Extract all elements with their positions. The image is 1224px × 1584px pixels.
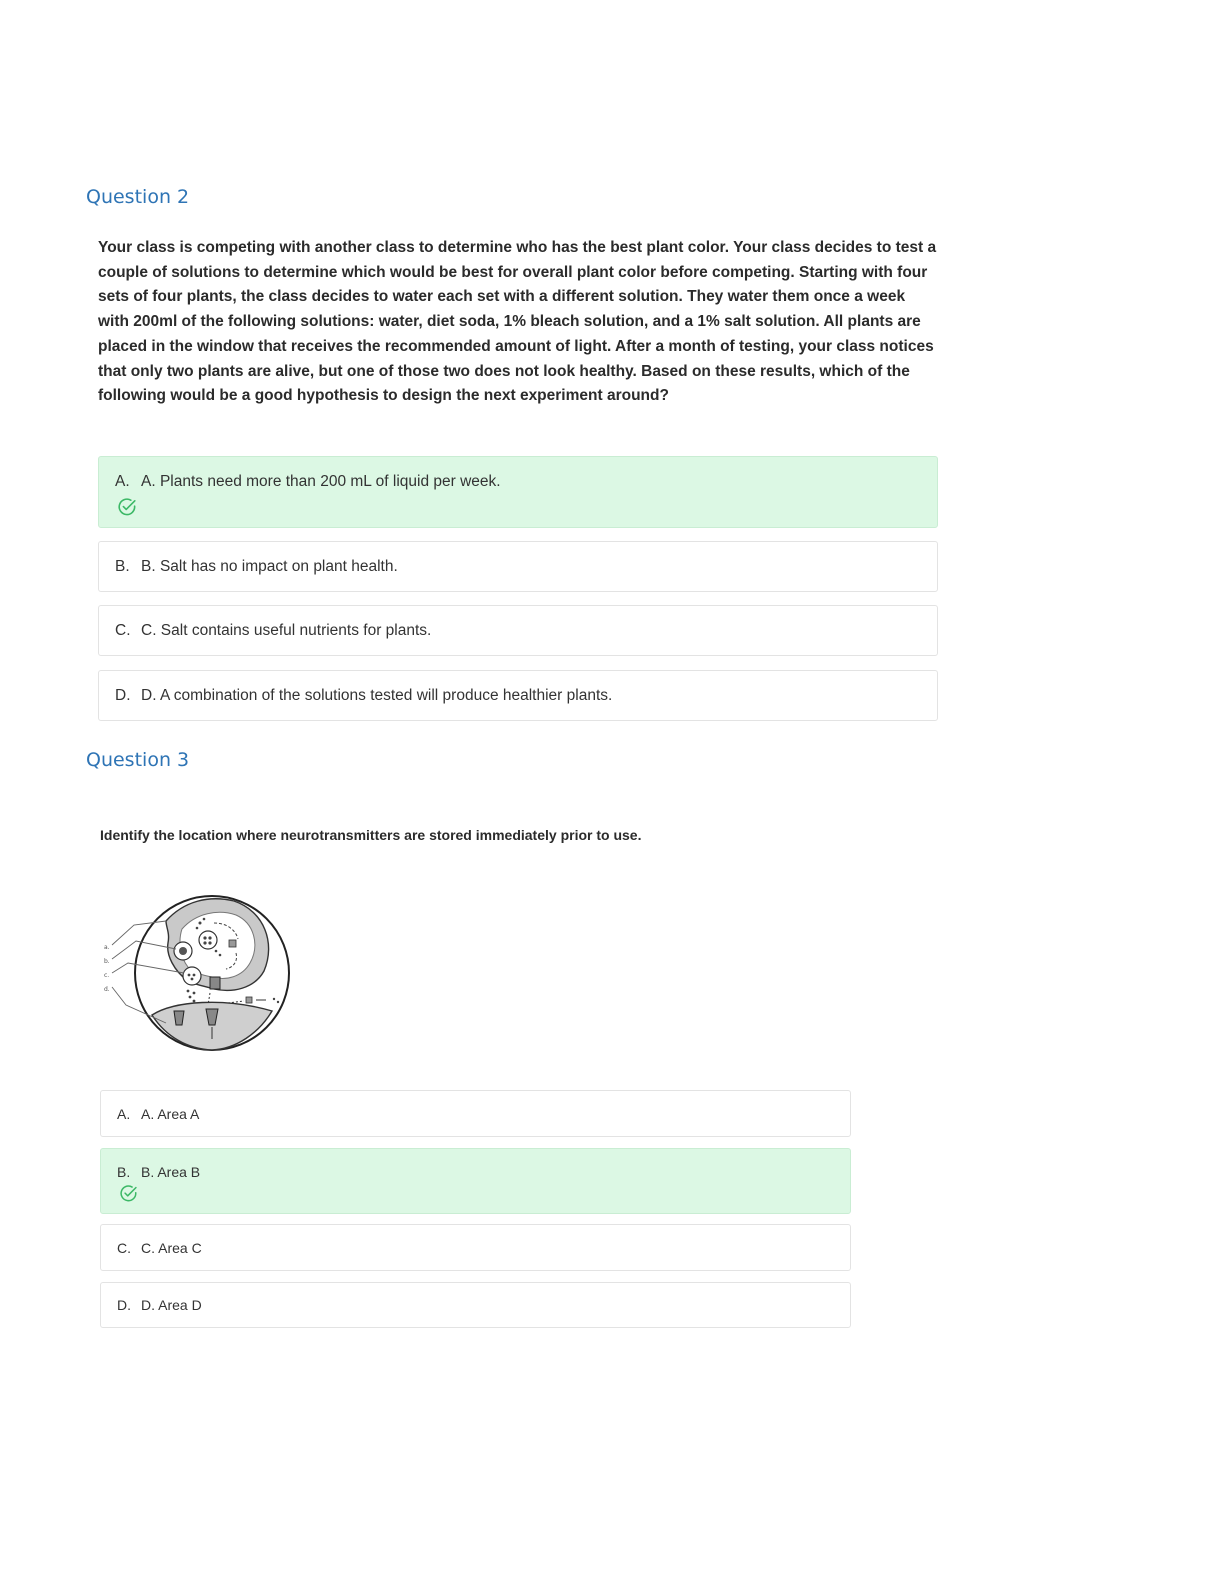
option-text: B. Salt has no impact on plant health. [141,557,398,575]
question-2-option-d[interactable] [98,670,938,721]
question-2-option-c[interactable] [98,605,938,656]
question-3-title: Question 3 [86,749,190,771]
question-3-option-c[interactable] [100,1224,851,1271]
question-2-title: Question 2 [86,186,190,208]
option-text: A. Area A [141,1105,200,1122]
question-2-stem: Your class is competing with another class to determine who has the best plant color. Your class decides to test a couple of solutions to determine which would be best for overall plant color before competing. Starting with four sets of four plants, the class decides to water each set with a different solution. They water them once a week with 200ml of the following solutions: water, diet soda, 1% bleach solution, and a 1% salt solution. All plants are placed in the window that receives the recommended amount of light. After a month of testing, your class notices that only two plants are alive, but one of those two does not look healthy. Based on these results, which of the following would be a good hypothesis to design the next experiment around? [98,239,937,405]
option-text: B. Area B [141,1164,201,1180]
question-2-option-b[interactable] [98,541,938,592]
question-2-option-a[interactable] [98,456,938,528]
option-text: C. Salt contains useful nutrients for plants. [141,621,432,639]
synapse-diagram [104,893,294,1055]
option-text: D. A combination of the solutions tested will produce healthier plants. [141,686,613,704]
diagram-label-b: b. [104,958,110,965]
check-circle-icon [117,497,137,517]
option-text: D. Area D [141,1297,202,1313]
question-3-stem: Identify the location where neurotransmitters are stored immediately prior to use. [100,827,642,843]
question-3-option-b[interactable] [100,1148,851,1214]
option-letter: A. [117,1105,131,1122]
option-letter: B. [117,1164,131,1180]
option-letter: A. [115,473,130,490]
diagram-label-d: d. [104,986,110,993]
diagram-label-c: c. [104,972,110,979]
option-letter: D. [117,1297,131,1313]
check-circle-icon [119,1184,138,1203]
option-letter: B. [115,557,130,575]
question-3-option-a[interactable] [100,1090,851,1137]
question-3-option-d[interactable] [100,1282,851,1328]
option-text: C. Area C [141,1239,202,1256]
option-letter: C. [115,621,131,639]
diagram-label-a: a. [104,944,110,951]
option-text: A. Plants need more than 200 mL of liquid per week. [141,473,501,490]
option-letter: D. [115,686,131,704]
option-letter: C. [117,1239,131,1256]
